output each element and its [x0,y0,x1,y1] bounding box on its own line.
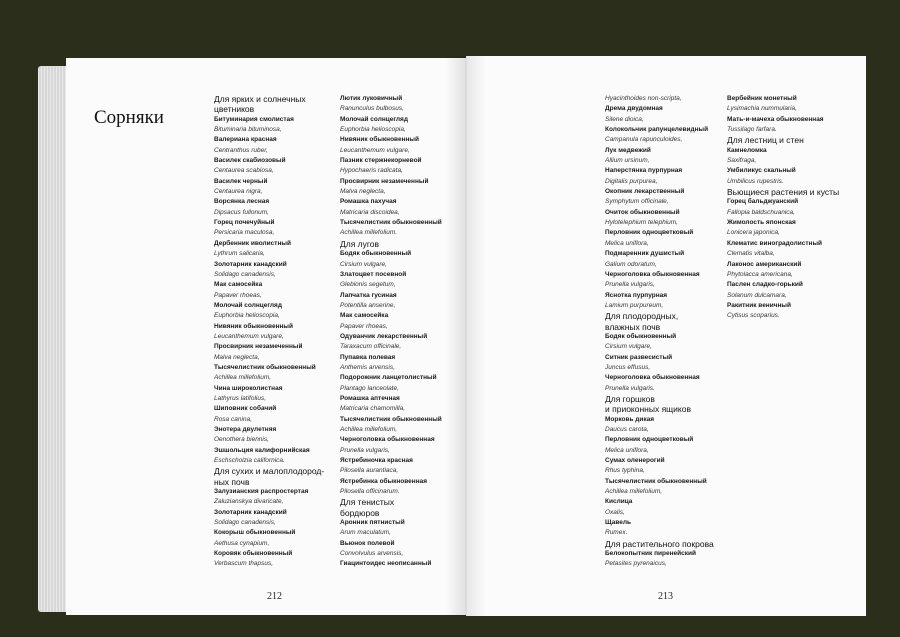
plant-name-ru: Валериана красная [214,136,277,144]
plant-name-ru: Лук медвежий [605,146,651,154]
plant-name-ru: Черноголовка обыкновенная [605,374,700,382]
plant-name-ru: Ситник развесистый [605,353,673,361]
plant-name-latin: Plantago lanceolate, [340,384,399,392]
plant-name-ru: Золотарник канадский [214,260,287,268]
plant-name-latin: Solanum dulcamara, [727,291,787,299]
plant-name-ru: Черноголовка обыкновенная [340,436,435,444]
plant-name-latin: Achillea millefolium, [605,488,663,496]
plant-name-ru: Дрема двудомная [605,105,663,113]
column-1 [214,94,334,570]
plant-name-latin: Glebionis segetum, [340,281,396,289]
plant-name-latin: Persicaria maculosa, [214,229,275,237]
plant-name-ru: Просвирник незамеченный [214,343,303,351]
plant-name-ru: Чина широколистная [214,384,283,392]
plant-name-ru: Щавель [605,519,631,527]
plant-name-latin: Eschscholzia californica. [214,457,285,465]
plant-name-ru: Пупавка полевая [340,353,396,361]
plant-name-ru: Бодяк обыкновенный [340,250,412,258]
plant-name-latin: Daucus carota, [605,426,649,433]
plant-name-latin: Papaver rhoeas, [340,322,388,330]
plant-name-latin: Verbascum thapsus, [214,560,274,568]
plant-name-latin: Matricaria discoidea, [340,208,400,216]
plant-name-latin: Aethusa cynapium, [214,539,270,547]
plant-name-ru: Мать-и-мачеха обыкновенная [727,115,824,123]
plant-name-ru: Тысячелистник обыкновенный [214,363,316,371]
plant-name-latin: Papaver rhoeas, [214,291,262,299]
plant-name-latin: Petasites pyrenaicus, [605,560,667,568]
section-heading: Для лестниц и стен [727,135,804,146]
plant-name-latin: Saxifraga, [727,157,757,165]
plant-name-latin: Achillea millefolium, [340,426,398,433]
column-2 [340,94,465,570]
plant-name-latin: Oxalis, [605,508,625,516]
plant-name-latin: Anthemis arvensis, [340,363,395,371]
plant-name-ru: Аронник пятнистый [340,519,405,527]
plant-name-ru: Одуванчик лекарственный [340,332,428,340]
plant-name-latin: Cytisus scoparius. [727,312,780,320]
plant-name-latin: Hylotelephium telephium, [605,219,678,227]
plant-name-latin: Bituminaria bituminosa, [214,126,282,134]
plant-name-latin: Centaurea scabiosa, [214,167,274,175]
plant-name-ru: Камнеломка [727,146,767,154]
plant-name-latin: Arum maculatum, [340,529,391,537]
plant-name-latin: Galium odoratum, [605,260,657,268]
plant-name-ru: Мак самосейка [214,281,263,289]
plant-name-latin: Rhus typhina, [605,467,645,475]
plant-name-latin: Hypochaeris radicata, [340,167,403,175]
plant-name-ru: Лютик луковичный [340,95,403,102]
section-heading: цветников [214,104,255,115]
plant-name-ru: Гиацинтоидес неописанный [340,560,432,568]
plant-name-latin: Melica uniflora, [605,239,649,247]
plant-name-ru: Эшшольция калифорнийская [214,446,310,454]
plant-name-latin: Taraxacum officinale, [340,343,402,351]
plant-name-latin: Ranunculus bulbosus, [340,105,404,113]
plant-name-ru: Золотарник канадский [214,508,287,516]
plant-name-ru: Перловник одноцветковый [605,436,694,444]
plant-name-latin: Melica uniflora, [605,446,649,454]
plant-name-ru: Сумах оленерогий [605,457,665,465]
plant-name-latin: Lamium purpureum, [605,301,664,309]
plant-name-latin: Rumex. [605,529,628,537]
plant-name-latin: Hyacinthoides non-scripta, [605,95,682,102]
plant-name-ru: Молочай солнцегляд [214,301,282,309]
plant-name-ru: Шиповник собачий [214,405,277,413]
plant-name-latin: Juncus effusus, [605,363,651,371]
plant-name-latin: Digitalis purpurea, [605,177,658,185]
plant-name-latin: Lysimachia nummularia, [727,105,797,113]
section-heading: Для горшков [605,393,655,404]
plant-name-ru: Бодяк обыкновенный [605,332,677,340]
plant-name-ru: Ворсянка лесная [214,198,270,206]
plant-name-latin: Rosa canina, [214,415,252,423]
section-heading: и приоконных ящиков [605,404,691,415]
plant-name-ru: Горец почечуйный [214,219,275,227]
plant-name-ru: Перловник одноцветковый [605,229,694,237]
plant-name-ru: Ракитник веничный [727,301,791,309]
plant-name-ru: Молочай солнцегляд [340,115,408,123]
plant-name-latin: Achillea millefolium, [214,374,272,382]
plant-name-ru: Умбиликус скальный [727,167,796,175]
plant-name-latin: Lythrum salicaria, [214,250,265,258]
plant-name-ru: Окопник лекарственный [605,188,685,196]
section-heading: бордюров [340,507,380,518]
plant-name-ru: Горец бальджуанский [727,198,799,206]
plant-name-latin: Allium ursinum, [605,157,650,165]
column-4 [727,94,852,322]
plant-name-ru: Подорожник ланцетолистный [340,374,437,382]
section-heading: Для плодородных, [605,311,679,322]
plant-name-ru: Вьюнок полевой [340,539,395,547]
plant-name-latin: Clematis vitalba, [727,250,775,258]
plant-name-ru: Василек скабиозовый [214,157,286,165]
plant-name-latin: Prunella vulgaris. [605,384,655,392]
plant-name-latin: Symphytum officinale, [605,198,669,206]
plant-name-ru: Жимолость японская [727,219,796,227]
plant-name-latin: Oenothera biennis, [214,436,269,444]
plant-name-latin: Campanula rapunculoides, [605,136,683,144]
plant-name-latin: Umbilicus rupestris. [727,177,784,185]
section-heading: Для сухих и малоплодород- [214,466,325,477]
plant-name-ru: Ромашка пахучая [340,198,397,206]
plant-name-ru: Ястребинка обыкновенная [340,477,428,485]
plant-name-ru: Энотера двулетняя [214,426,277,433]
plant-name-ru: Морковь дикая [605,415,655,423]
plant-name-latin: Solidago canadensis, [214,270,276,278]
plant-name-latin: Cirsium vulgare, [605,343,652,351]
plant-name-ru: Наперстянка пурпурная [605,167,683,175]
plant-name-ru: Яснотка пурпурная [605,291,668,299]
page-edges [38,66,68,612]
section-heading: ных почв [214,476,250,487]
plant-name-latin: Solidago canadensis, [214,519,276,527]
plant-name-latin: Convolvulus arvensis, [340,550,404,558]
plant-name-latin: Matricaria chamomilla, [340,405,406,413]
plant-name-latin: Centranthus ruber, [214,146,268,154]
plant-name-latin: Pilosella officinarum. [340,488,400,496]
plant-name-latin: Prunella vulgaris, [605,281,655,289]
plant-name-ru: Василек черный [214,177,268,185]
plant-name-ru: Кокорыш обыкновенный [214,529,296,537]
section-heading: Для ярких и солнечных [214,94,306,104]
plant-name-latin: Tussilago farfara. [727,126,777,134]
plant-name-latin: Potentilla anserine, [340,301,396,309]
section-heading: влажных почв [605,321,661,332]
plant-name-ru: Тысячелистник обыкновенный [605,477,707,485]
plant-name-ru: Дербенник иволистный [214,239,291,247]
plant-name-ru: Белокопытник пиренейский [605,550,696,558]
plant-name-ru: Коровяк обыкновенный [214,550,293,558]
plant-name-ru: Кислица [605,498,633,506]
plant-name-ru: Подмаренник душистый [605,250,685,258]
plant-name-ru: Лаконос американский [727,260,802,268]
page-number-right: 213 [658,591,673,602]
plant-name-latin: Lonicera japonica, [727,229,780,237]
plant-name-latin: Dipsacus fullonum, [214,208,269,216]
plant-name-ru: Ястребиночка красная [340,457,413,465]
section-heading: Для растительного покрова [605,538,714,549]
plant-name-latin: Leucanthemum vulgare, [214,332,284,340]
plant-name-latin: Zaluzianskya divaricate, [214,498,284,506]
plant-name-latin: Phytolacca americana, [727,270,793,278]
plant-name-ru: Очиток обыкновенный [605,208,680,216]
plant-name-ru: Пазник стержнекорневой [340,157,422,165]
plant-name-ru: Златоцвет посевной [340,270,407,278]
plant-name-ru: Колокольчик рапунцелевидный [605,126,709,134]
column-3 [605,94,723,570]
plant-name-ru: Тысячелистник обыкновенный [340,415,442,423]
section-heading: Вьющиеся растения и кусты [727,187,840,198]
plant-name-latin: Cirsium vulgare, [340,260,387,268]
plant-name-latin: Euphorbia helioscopia, [214,312,280,320]
plant-name-latin: Achillea millefolium. [340,229,398,237]
plant-name-latin: Pilosella aurantiaca, [340,467,399,475]
plant-name-latin: Silene dioica, [605,115,644,123]
plant-name-ru: Просвирник незамеченный [340,177,429,185]
plant-name-latin: Prunella vulgaris, [340,446,390,454]
plant-name-latin: Malva neglecta, [214,353,260,361]
plant-name-latin: Leucanthemum vulgare, [340,146,410,154]
section-heading: Для лугов [340,238,380,249]
plant-name-latin: Fallopia baldschuanica, [727,208,795,216]
plant-name-ru: Тысячелистник обыкновенный [340,219,442,227]
plant-name-latin: Malva neglecta, [340,188,386,196]
plant-name-ru: Залузианския распростертая [214,488,309,496]
plant-name-ru: Нивяник обыкновенный [214,322,293,330]
plant-name-ru: Клематис виноградолистный [727,239,822,247]
plant-name-latin: Lathyrus latifolius, [214,394,267,402]
plant-name-ru: Битуминария смолистая [214,115,294,123]
plant-name-latin: Centaurea nigra, [214,188,263,196]
page-title: Сорняки [94,107,164,128]
plant-name-ru: Мак самосейка [340,312,389,320]
plant-name-ru: Нивяник обыкновенный [340,136,419,144]
plant-name-ru: Ромашка аптечная [340,394,400,402]
plant-name-ru: Лапчатка гусиная [340,291,397,299]
plant-name-ru: Паслен сладко-горький [727,281,803,289]
page-number-left: 212 [267,591,282,602]
plant-name-latin: Euphorbia helioscopia, [340,126,406,134]
plant-name-ru: Вербейник монетный [727,95,797,102]
plant-name-ru: Черноголовка обыкновенная [605,270,700,278]
section-heading: Для тенистых [340,497,395,508]
